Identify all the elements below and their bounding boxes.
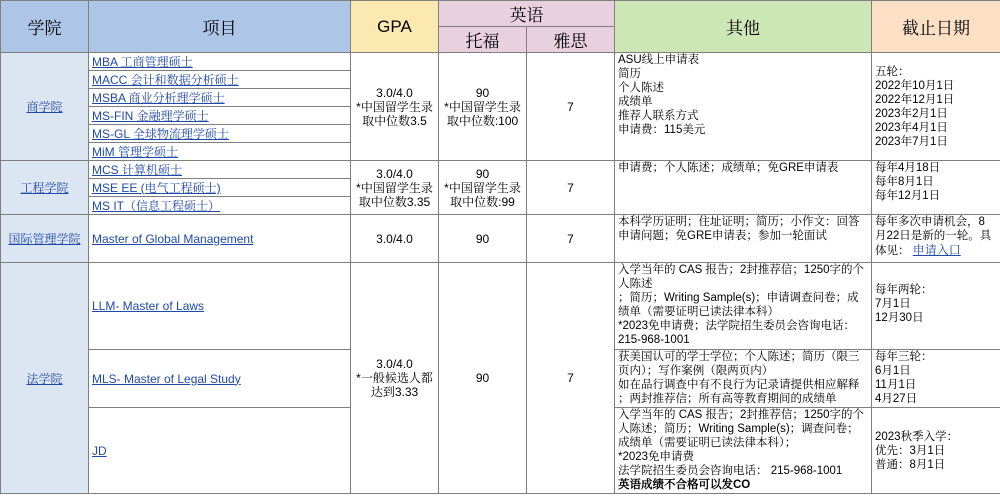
program-link[interactable]: MLS- Master of Legal Study — [92, 371, 241, 386]
header-toefl: 托福 — [439, 27, 527, 53]
school-global-management[interactable]: 国际管理学院 — [1, 215, 89, 263]
ielts-cell: 7 — [527, 263, 615, 494]
program-link[interactable]: Master of Global Management — [92, 231, 254, 246]
other-cell: 入学当年的 CAS 报告；2封推荐信；1250字的个 人陈述；简历；Writing Sample(s)；调查问卷； 成绩单（需要证明已读法律本科）； *2023免申请费 法学院招生委员会咨询电话： 215-968-1001 英语成绩不合格可以发CO — [615, 408, 872, 494]
gpa-cell: 3.0/4.0 *一般候选人都 达到3.33 — [351, 263, 439, 494]
deadline-cell: 每年4月18日 每年8月1日 每年12月1日 — [872, 161, 1000, 215]
program-item — [89, 107, 351, 125]
toefl-cell: 90 — [439, 215, 527, 263]
ielts-cell: 7 — [527, 161, 615, 215]
apply-link[interactable]: 申请入口 — [912, 243, 961, 257]
program-item — [89, 53, 351, 71]
program-item — [89, 125, 351, 143]
program-item — [89, 408, 351, 494]
program-item — [89, 197, 351, 215]
school-business[interactable]: 商学院 — [1, 53, 89, 161]
other-cell: 申请费；个人陈述；成绩单；免GRE申请表 — [615, 161, 872, 215]
header-ielts: 雅思 — [527, 27, 615, 53]
header-program: 项目 — [89, 1, 351, 53]
program-link[interactable]: JD — [92, 443, 107, 458]
ielts-cell: 7 — [527, 53, 615, 161]
program-item — [89, 263, 351, 350]
program-item — [89, 215, 351, 263]
other-cell: 入学当年的 CAS 报告；2封推荐信；1250字的个 人陈述 ；简历；Writing Sample(s)；申请调查问卷；成 绩单（需要证明已读法律本科） *2023免申请费；法学院招生委员会咨询电话： 215-968-1001 — [615, 263, 872, 350]
school-law[interactable]: 法学院 — [1, 263, 89, 494]
header-school: 学院 — [1, 1, 89, 53]
toefl-cell: 90 — [439, 263, 527, 494]
program-link[interactable]: MCS 计算机硕士 — [92, 163, 183, 177]
program-item — [89, 350, 351, 408]
program-link[interactable]: MBA 工商管理硕士 — [92, 55, 193, 69]
school-engineering[interactable]: 工程学院 — [1, 161, 89, 215]
program-link[interactable]: MSBA 商业分析理学硕士 — [92, 91, 225, 105]
header-deadline: 截止日期 — [872, 1, 1000, 53]
header-gpa: GPA — [351, 1, 439, 53]
program-item — [89, 143, 351, 161]
toefl-cell: 90 *中国留学生录 取中位数:99 — [439, 161, 527, 215]
program-item — [89, 179, 351, 197]
deadline-cell: 五轮： 2022年10月1日 2022年12月1日 2023年2月1日 2023年4月1日 2023年7月1日 — [872, 53, 1000, 161]
header-other: 其他 — [615, 1, 872, 53]
program-link[interactable]: LLM- Master of Laws — [92, 299, 205, 313]
program-item — [89, 161, 351, 179]
other-cell: ASU线上申请表 简历 个人陈述 成绩单 推荐人联系方式 申请费：115美元 — [615, 53, 872, 161]
program-link[interactable]: MS IT（信息工程硕士） — [92, 199, 220, 213]
deadline-cell: 2023秋季入学： 优先：3月1日 普通：8月1日 — [872, 408, 1000, 494]
deadline-cell: 每年三轮： 6月1日 11月1日 4月27日 — [872, 350, 1000, 408]
header-english: 英语 — [439, 1, 615, 27]
deadline-cell: 每年多次申请机会，8 月22日是新的一轮。具 体见： 申请入口 — [872, 215, 1000, 263]
program-link[interactable]: MiM 管理学硕士 — [92, 145, 178, 159]
program-link[interactable]: MSE EE (电气工程硕士) — [92, 181, 221, 195]
program-link[interactable]: MS-GL 全球物流理学硕士 — [92, 127, 229, 141]
gpa-cell: 3.0/4.0 *中国留学生录 取中位数3.5 — [351, 53, 439, 161]
deadline-cell: 每年两轮： 7月1日 12月30日 — [872, 263, 1000, 350]
gpa-cell: 3.0/4.0 *中国留学生录 取中位数3.35 — [351, 161, 439, 215]
other-cell: 本科学历证明；住址证明；简历；小作文：回答 申请问题；免GRE申请表；参加一轮面试 — [615, 215, 872, 263]
gpa-cell: 3.0/4.0 — [351, 215, 439, 263]
program-link[interactable]: MACC 会计和数据分析硕士 — [92, 73, 239, 87]
program-item — [89, 89, 351, 107]
toefl-cell: 90 *中国留学生录 取中位数:100 — [439, 53, 527, 161]
other-cell: 获美国认可的学士学位；个人陈述；简历（限三 页内）；写作案例（限两页内） 如在品行调查中有不良行为记录请提供相应解释 ；两封推荐信；所有高等教育期间的成绩单 — [615, 350, 872, 408]
ielts-cell: 7 — [527, 215, 615, 263]
program-link[interactable]: MS-FIN 金融理学硕士 — [92, 109, 209, 123]
program-item — [89, 71, 351, 89]
